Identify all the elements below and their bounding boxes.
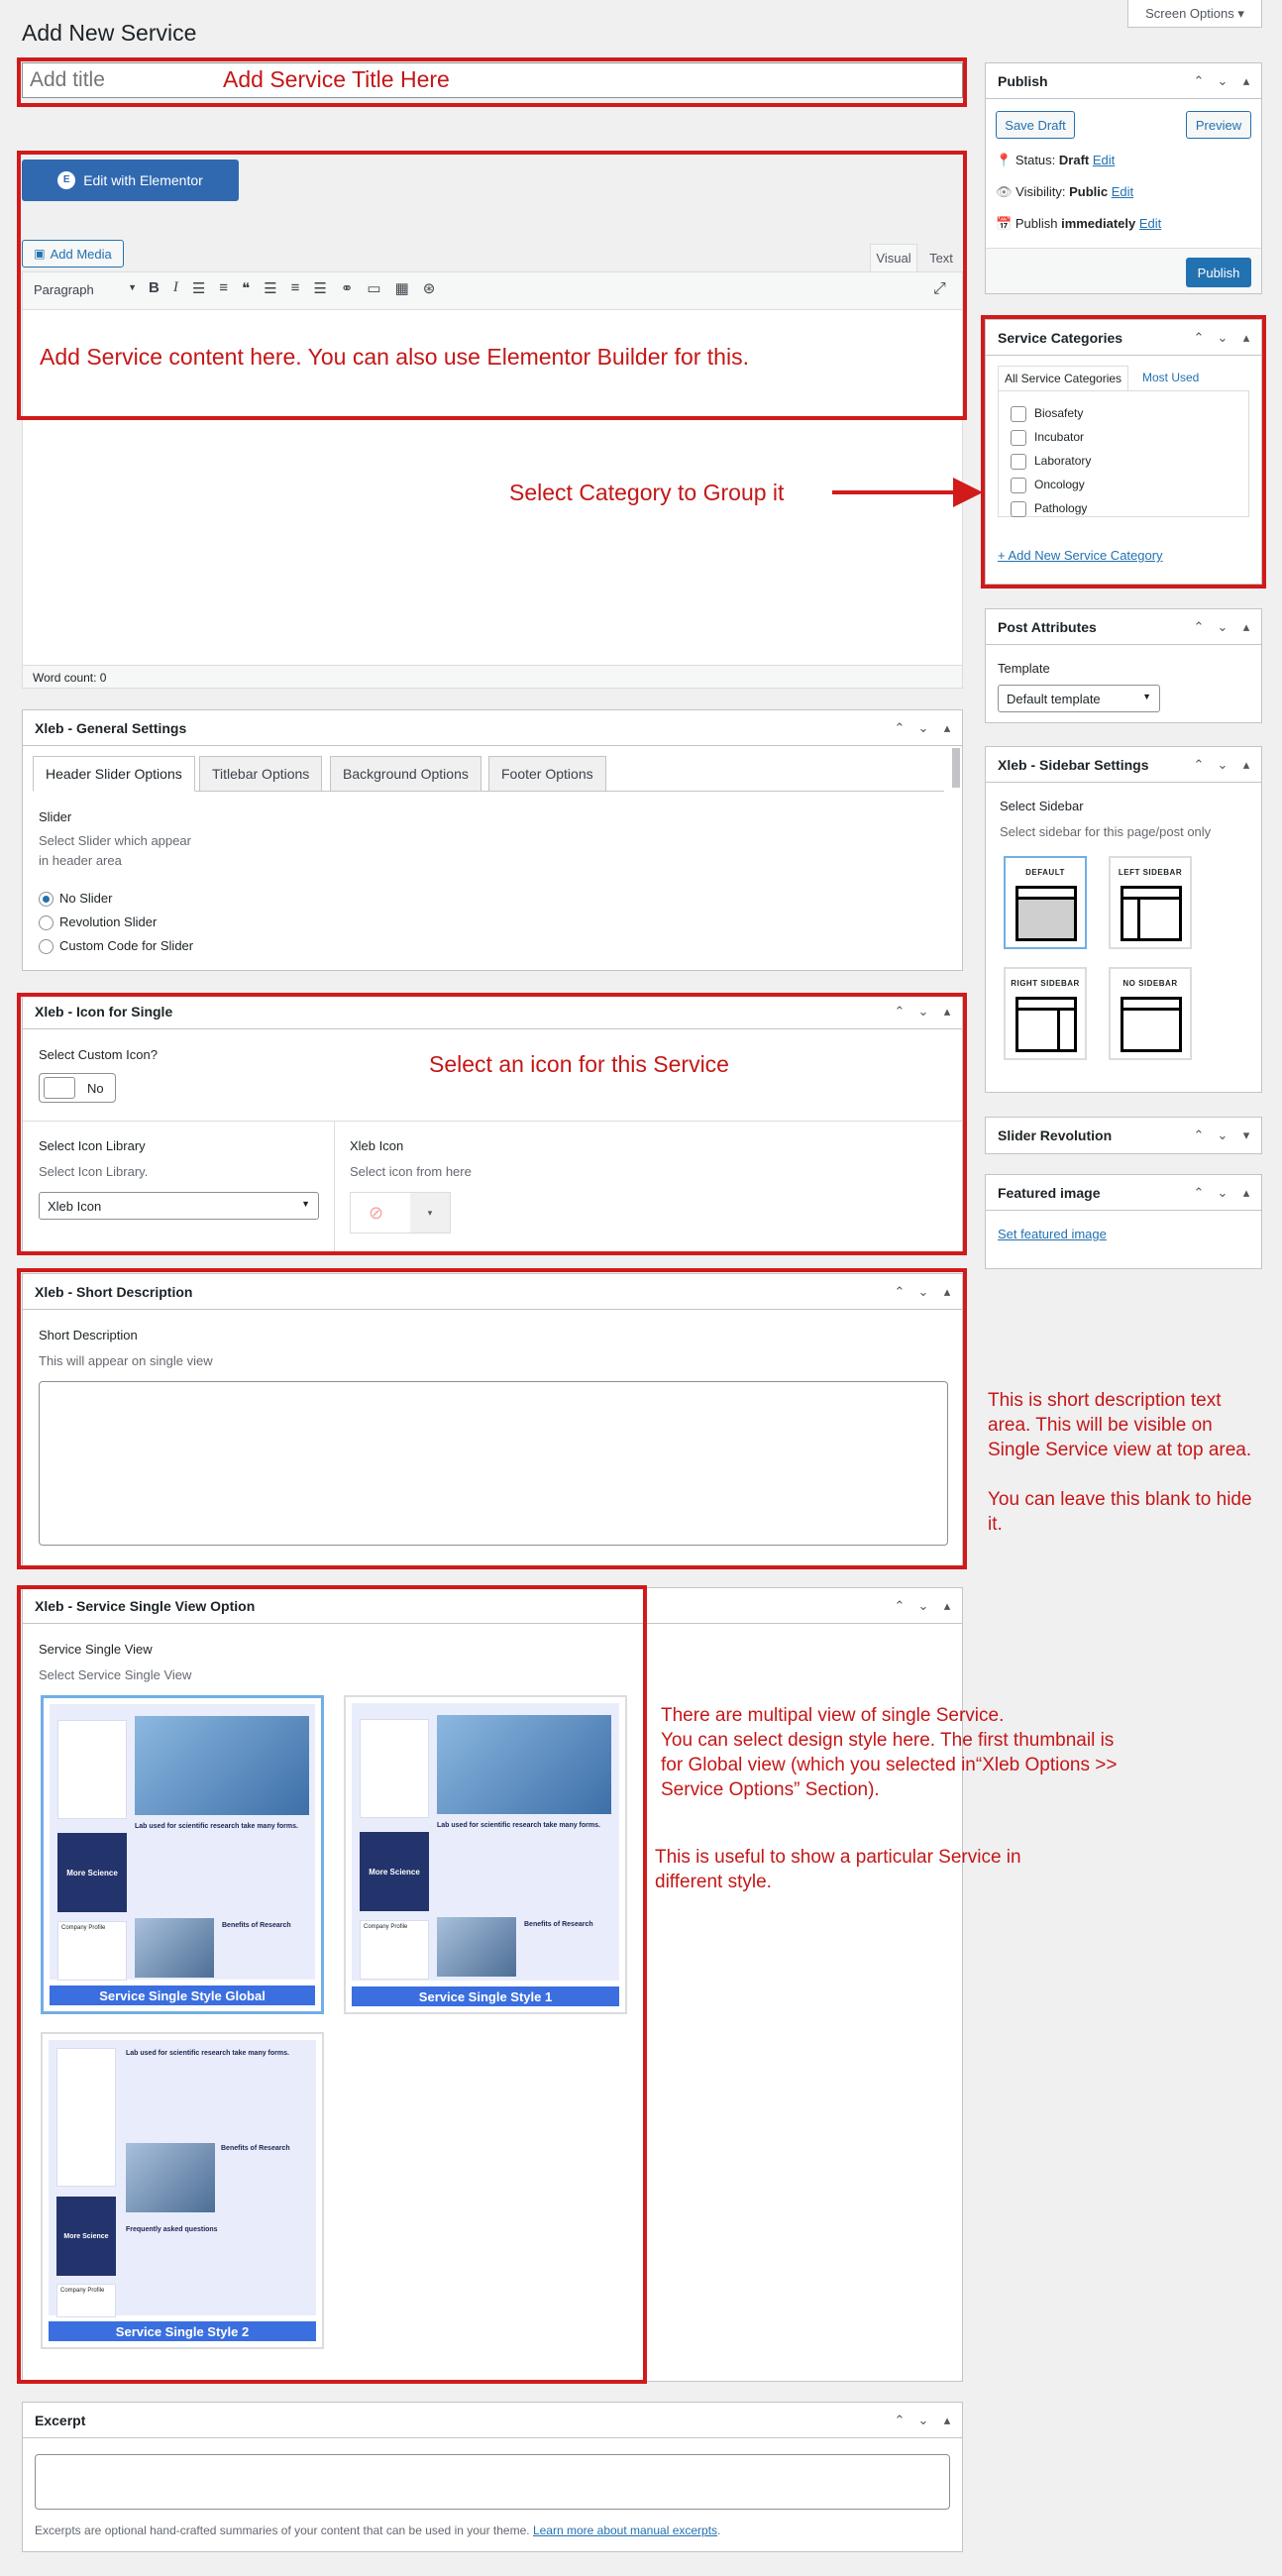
toggle-knob bbox=[44, 1077, 75, 1099]
post-attributes-panel bbox=[985, 608, 1262, 723]
visibility-row bbox=[996, 184, 1133, 200]
thumb-sidebar-panel bbox=[56, 2048, 116, 2187]
status-edit-link[interactable]: Edit bbox=[1092, 153, 1116, 167]
move-down-icon[interactable]: ⌄ bbox=[917, 2413, 929, 2427]
tab-header-slider[interactable]: Header Slider Options bbox=[33, 756, 195, 792]
slider-help: Select Slider which appear in header area bbox=[39, 833, 191, 868]
page-title: Add New Service bbox=[22, 20, 197, 46]
publish-edit-link[interactable]: Edit bbox=[1138, 216, 1162, 231]
toggle-icon[interactable]: ▴ bbox=[1242, 73, 1250, 88]
thumb-benefits: Benefits of Research bbox=[524, 1921, 593, 1928]
featured-image-panel bbox=[985, 1174, 1262, 1269]
radio-no-slider[interactable] bbox=[39, 887, 193, 911]
thumb-benefits: Benefits of Research bbox=[221, 2145, 290, 2152]
add-new-category-link[interactable]: + Add New Service Category bbox=[998, 548, 1163, 563]
radio-custom-code[interactable] bbox=[39, 934, 193, 958]
status-label: Status: bbox=[1015, 153, 1056, 167]
icon-picker[interactable] bbox=[350, 1192, 451, 1234]
thumb-hero-image bbox=[437, 1715, 611, 1814]
excerpt-header[interactable] bbox=[23, 2403, 962, 2438]
sidebar-label: Select Sidebar bbox=[1000, 799, 1084, 813]
thumb-style-2[interactable] bbox=[41, 2032, 324, 2349]
thumb-profile-label: Company Profile bbox=[60, 2288, 105, 2294]
custom-icon-toggle[interactable] bbox=[39, 1073, 116, 1103]
category-label: Laboratory bbox=[1034, 454, 1092, 468]
panel-controls bbox=[1192, 1175, 1253, 1211]
no-icon-icon: ⊘ bbox=[369, 1203, 384, 1223]
publish-button[interactable]: Publish bbox=[1186, 258, 1251, 287]
excerpt-panel bbox=[22, 2402, 963, 2552]
tab-most-used[interactable]: Most Used bbox=[1142, 371, 1200, 384]
publish-title: Publish bbox=[998, 72, 1048, 89]
move-up-icon[interactable]: ⌃ bbox=[894, 2413, 906, 2427]
category-label: Oncology bbox=[1034, 478, 1085, 491]
excerpt-period: . bbox=[717, 2523, 721, 2537]
media-icon: ▣ bbox=[34, 247, 46, 261]
move-down-icon[interactable]: ⌄ bbox=[917, 1284, 929, 1299]
sidebar-settings-panel bbox=[985, 746, 1262, 1093]
align-left-icon[interactable]: ☰ bbox=[264, 280, 277, 297]
panel-controls bbox=[1192, 1118, 1253, 1153]
move-up-icon[interactable]: ⌃ bbox=[1193, 757, 1205, 772]
icon-single-panel bbox=[22, 993, 963, 1252]
format-select[interactable] bbox=[34, 282, 137, 302]
excerpt-help: Excerpts are optional hand-crafted summaries of your content that can be used in your theme. bbox=[35, 2523, 530, 2537]
layout-left-icon bbox=[1121, 886, 1182, 941]
visibility-edit-link[interactable]: Edit bbox=[1111, 184, 1134, 199]
thumb-profile-label: Company Profile bbox=[364, 1924, 408, 1930]
fullscreen-icon[interactable]: ⤢ bbox=[933, 280, 946, 297]
thumb-faq: Frequently asked questions bbox=[126, 2226, 218, 2233]
radio-revolution-slider[interactable] bbox=[39, 911, 193, 934]
panel-controls bbox=[1192, 63, 1253, 99]
thumb-caption: Service Single Style Global bbox=[50, 1986, 315, 2005]
status-row bbox=[996, 153, 1115, 168]
word-count: Word count: 0 bbox=[33, 671, 107, 685]
thumb-global[interactable] bbox=[41, 1695, 324, 2014]
more-tag-icon[interactable]: ▭ bbox=[367, 280, 381, 297]
category-label: Pathology bbox=[1034, 501, 1088, 515]
category-label: Incubator bbox=[1034, 430, 1085, 444]
set-featured-image-link[interactable]: Set featured image bbox=[998, 1227, 1107, 1241]
template-value: Default template bbox=[1007, 692, 1101, 706]
toggle-icon[interactable]: ▴ bbox=[943, 720, 951, 735]
sidebar-settings-title: Xleb - Sidebar Settings bbox=[998, 756, 1149, 773]
short-description-help: This will appear on single view bbox=[39, 1353, 213, 1368]
numbered-list-icon[interactable]: ≡ bbox=[219, 279, 229, 296]
blockquote-icon[interactable]: ❝ bbox=[242, 280, 251, 297]
sidebar-right-option[interactable] bbox=[1004, 967, 1087, 1060]
radio-label: Revolution Slider bbox=[59, 914, 158, 929]
category-pathology[interactable] bbox=[1011, 496, 1236, 520]
template-label: Template bbox=[998, 661, 1050, 676]
category-incubator[interactable] bbox=[1011, 425, 1236, 449]
move-up-icon[interactable]: ⌃ bbox=[1193, 73, 1205, 88]
excerpt-title: Excerpt bbox=[35, 2412, 86, 2428]
radio-icon bbox=[39, 915, 53, 930]
thumb-sidebar-panel bbox=[57, 1720, 127, 1819]
panel-controls bbox=[1192, 320, 1253, 356]
title-annotation: Add Service Title Here bbox=[223, 66, 450, 92]
thumb-profile-card bbox=[57, 1921, 127, 1981]
radio-icon bbox=[39, 892, 53, 907]
excerpt-learn-more-link[interactable]: Learn more about manual excerpts bbox=[532, 2523, 718, 2537]
featured-image-title: Featured image bbox=[998, 1184, 1101, 1201]
single-view-title: Xleb - Service Single View Option bbox=[35, 1597, 256, 1614]
sidebar-none-option[interactable] bbox=[1109, 967, 1192, 1060]
excerpt-textarea[interactable] bbox=[35, 2454, 950, 2510]
custom-icon-label: Select Custom Icon? bbox=[39, 1047, 158, 1062]
thumb-heading: Lab used for scientific research take many forms. bbox=[126, 2050, 289, 2057]
icon-library-select[interactable] bbox=[39, 1192, 319, 1220]
icon-single-header[interactable] bbox=[23, 994, 962, 1029]
arrow-icon bbox=[832, 490, 961, 494]
thumb-heading: Lab used for scientific research take many forms. bbox=[135, 1823, 298, 1830]
layout-none-icon bbox=[1121, 997, 1182, 1052]
checkbox bbox=[1011, 430, 1026, 446]
thumb-image-2 bbox=[126, 2143, 215, 2212]
single-view-annotation-2: This is useful to show a particular Service in different style. bbox=[655, 1847, 1021, 1892]
single-view-label: Service Single View bbox=[39, 1642, 153, 1657]
tab-footer[interactable]: Footer Options bbox=[488, 756, 606, 792]
single-view-annotation-1: There are multipal view of single Service. You can select design style here. The first thumbnail is for Global view (which you selected in“Xleb Options >> Service Options” Section). bbox=[661, 1705, 1118, 1800]
align-right-icon[interactable]: ☰ bbox=[313, 280, 327, 297]
move-down-icon[interactable]: ⌄ bbox=[1217, 73, 1229, 88]
category-laboratory[interactable] bbox=[1011, 449, 1236, 473]
add-media-button[interactable] bbox=[22, 240, 124, 268]
pin-icon: 📍 bbox=[996, 153, 1013, 167]
toggle-icon[interactable]: ▴ bbox=[1242, 619, 1250, 634]
layout-caption: DEFAULT bbox=[1025, 868, 1065, 877]
post-attributes-title: Post Attributes bbox=[998, 618, 1097, 635]
move-up-icon[interactable]: ⌃ bbox=[894, 1004, 906, 1019]
preview-button[interactable]: Preview bbox=[1186, 111, 1251, 139]
visibility-label: Visibility: bbox=[1015, 184, 1066, 199]
move-down-icon[interactable]: ⌄ bbox=[917, 1004, 929, 1019]
thumb-profile-card bbox=[360, 1920, 429, 1980]
layout-right-icon bbox=[1015, 997, 1077, 1052]
short-description-textarea[interactable] bbox=[39, 1381, 948, 1546]
category-biosafety[interactable] bbox=[1011, 401, 1236, 425]
move-up-icon[interactable]: ⌃ bbox=[894, 1598, 906, 1613]
thumb-sidebar-panel bbox=[360, 1719, 429, 1818]
toggle-icon[interactable]: ▴ bbox=[943, 1284, 951, 1299]
thumb-more-science-card bbox=[56, 2197, 116, 2276]
link-icon[interactable]: ⚭ bbox=[340, 280, 354, 297]
move-down-icon[interactable]: ⌄ bbox=[1217, 757, 1229, 772]
short-description-panel bbox=[22, 1273, 963, 1566]
general-settings-header[interactable] bbox=[23, 710, 962, 746]
icon-library-value: Xleb Icon bbox=[48, 1199, 102, 1214]
content-annotation: Add Service content here. You can also use Elementor Builder for this. bbox=[40, 344, 749, 370]
editor-wrap bbox=[22, 271, 963, 688]
general-settings-panel bbox=[22, 709, 963, 971]
move-up-icon[interactable]: ⌃ bbox=[894, 720, 906, 735]
thumb-caption: Service Single Style 2 bbox=[49, 2321, 316, 2341]
thumb-heading: Lab used for scientific research take many forms. bbox=[437, 1822, 600, 1829]
toggle-icon[interactable]: ▴ bbox=[1242, 330, 1250, 345]
excerpt-help-line bbox=[35, 2523, 720, 2537]
icon-label: Xleb Icon bbox=[350, 1138, 404, 1153]
chevron-down-icon: ▼ bbox=[1142, 692, 1151, 701]
publish-when: immediately bbox=[1061, 216, 1136, 231]
panel-controls bbox=[893, 2403, 954, 2438]
category-annotation: Select Category to Group it bbox=[509, 480, 785, 505]
toggle-icon[interactable]: ▴ bbox=[1242, 1185, 1250, 1200]
tab-titlebar[interactable]: Titlebar Options bbox=[199, 756, 322, 792]
toggle-icon[interactable]: ▴ bbox=[943, 1598, 951, 1613]
calendar-icon: 📅 bbox=[996, 216, 1013, 231]
panel-controls bbox=[893, 710, 954, 746]
tab-all-categories[interactable]: All Service Categories bbox=[998, 366, 1128, 391]
italic-icon[interactable]: I bbox=[172, 279, 178, 295]
bold-icon[interactable]: B bbox=[149, 279, 160, 296]
categories-title: Service Categories bbox=[998, 329, 1123, 346]
checkbox bbox=[1011, 478, 1026, 493]
toggle-icon[interactable]: ▴ bbox=[943, 1004, 951, 1019]
thumb-more-science-card bbox=[57, 1833, 127, 1912]
general-settings-title: Xleb - General Settings bbox=[35, 719, 187, 736]
word-count-bar bbox=[22, 665, 963, 689]
thumb-caption: Service Single Style 1 bbox=[352, 1986, 619, 2006]
checkbox bbox=[1011, 454, 1026, 470]
chevron-down-icon: ▼ bbox=[128, 282, 137, 292]
format-select-value: Paragraph bbox=[34, 282, 94, 297]
slider-revolution-title: Slider Revolution bbox=[998, 1127, 1113, 1143]
panel-controls bbox=[893, 994, 954, 1029]
move-up-icon[interactable]: ⌃ bbox=[1193, 619, 1205, 634]
toolbar-toggle-icon[interactable]: ▦ bbox=[394, 280, 409, 297]
move-up-icon[interactable]: ⌃ bbox=[1193, 330, 1205, 345]
category-list bbox=[998, 390, 1249, 517]
icon-library-help: Select Icon Library. bbox=[39, 1164, 149, 1179]
checkbox bbox=[1011, 501, 1026, 517]
single-view-help: Select Service Single View bbox=[39, 1667, 192, 1682]
short-description-annotation: This is short description text area. This will be visible on Single Service view at top area. You can leave this blank to hide it. bbox=[988, 1390, 1252, 1535]
sidebar-help: Select sidebar for this page/post only bbox=[1000, 824, 1212, 839]
layout-default-icon bbox=[1015, 886, 1077, 941]
eye-icon: 👁 bbox=[996, 184, 1013, 199]
template-select[interactable] bbox=[998, 685, 1160, 712]
thumb-benefits: Benefits of Research bbox=[222, 1922, 291, 1929]
publish-label: Publish bbox=[1015, 216, 1058, 231]
publish-panel bbox=[985, 62, 1262, 294]
schedule-row bbox=[996, 216, 1161, 232]
move-up-icon[interactable]: ⌃ bbox=[894, 1284, 906, 1299]
layout-caption: RIGHT SIDEBAR bbox=[1011, 979, 1080, 988]
toggle-icon[interactable]: ▴ bbox=[1242, 757, 1250, 772]
screen-options-button[interactable]: Screen Options ▾ bbox=[1127, 0, 1262, 28]
category-label: Biosafety bbox=[1034, 406, 1084, 420]
elementor-button[interactable] bbox=[22, 160, 239, 201]
chevron-down-icon: ▼ bbox=[301, 1199, 310, 1209]
tab-background[interactable]: Background Options bbox=[330, 756, 481, 792]
wordpress-icon[interactable]: ⊛ bbox=[422, 280, 436, 297]
short-description-title: Xleb - Short Description bbox=[35, 1283, 193, 1300]
icon-help: Select icon from here bbox=[350, 1164, 472, 1179]
thumb-image-2 bbox=[437, 1917, 516, 1977]
bullet-list-icon[interactable]: ☰ bbox=[191, 280, 206, 297]
move-up-icon[interactable]: ⌃ bbox=[1193, 1185, 1205, 1200]
slider-options bbox=[39, 887, 193, 958]
move-down-icon[interactable]: ⌄ bbox=[1217, 619, 1229, 634]
elementor-icon: E bbox=[57, 171, 75, 189]
panel-controls bbox=[1192, 747, 1253, 783]
radio-label: No Slider bbox=[59, 891, 113, 906]
save-draft-button[interactable]: Save Draft bbox=[996, 111, 1075, 139]
sidebar-left-option[interactable] bbox=[1109, 856, 1192, 949]
toggle-icon[interactable]: ▾ bbox=[1242, 1127, 1250, 1142]
scroll-bar[interactable] bbox=[952, 748, 960, 788]
editor-toolbar-icons bbox=[149, 279, 435, 297]
chevron-down-icon[interactable]: ▾ bbox=[410, 1193, 450, 1233]
short-description-header[interactable] bbox=[23, 1274, 962, 1310]
slider-revolution-panel bbox=[985, 1117, 1262, 1154]
category-oncology[interactable] bbox=[1011, 473, 1236, 496]
panel-controls bbox=[893, 1588, 954, 1624]
icon-library-label: Select Icon Library bbox=[39, 1138, 146, 1153]
thumb-more-label: More Science bbox=[369, 1867, 420, 1877]
radio-icon bbox=[39, 939, 53, 954]
short-description-label: Short Description bbox=[39, 1328, 138, 1342]
move-down-icon[interactable]: ⌄ bbox=[1217, 330, 1229, 345]
thumb-profile-label: Company Profile bbox=[61, 1925, 106, 1931]
panel-controls bbox=[893, 1274, 954, 1310]
toggle-icon[interactable]: ▴ bbox=[943, 2413, 951, 2427]
visibility-value: Public bbox=[1069, 184, 1109, 199]
tab-text[interactable]: Text bbox=[929, 250, 953, 266]
tab-visual[interactable]: Visual bbox=[870, 244, 917, 271]
move-down-icon[interactable]: ⌄ bbox=[917, 1598, 929, 1613]
thumb-profile-card bbox=[56, 2284, 116, 2317]
toggle-label: No bbox=[87, 1081, 104, 1096]
icon-annotation: Select an icon for this Service bbox=[429, 1051, 729, 1077]
layout-caption: NO SIDEBAR bbox=[1122, 979, 1178, 988]
icon-single-title: Xleb - Icon for Single bbox=[35, 1003, 173, 1020]
panel-controls bbox=[1192, 609, 1253, 645]
divider-vertical bbox=[334, 1121, 335, 1251]
align-center-icon[interactable]: ≡ bbox=[290, 279, 300, 296]
divider bbox=[23, 1121, 962, 1122]
thumb-style-1[interactable] bbox=[344, 1695, 627, 2014]
single-view-header[interactable] bbox=[23, 1588, 962, 1624]
status-value: Draft bbox=[1058, 153, 1090, 167]
thumb-more-label: More Science bbox=[66, 1868, 118, 1878]
arrowhead-icon bbox=[953, 478, 983, 507]
move-down-icon[interactable]: ⌄ bbox=[917, 720, 929, 735]
layout-caption: LEFT SIDEBAR bbox=[1118, 868, 1183, 877]
categories-panel bbox=[985, 319, 1262, 585]
thumb-more-label: More Science bbox=[63, 2232, 109, 2240]
checkbox bbox=[1011, 406, 1026, 422]
move-down-icon[interactable]: ⌄ bbox=[1217, 1127, 1229, 1142]
move-down-icon[interactable]: ⌄ bbox=[1217, 1185, 1229, 1200]
thumb-more-science-card bbox=[360, 1832, 429, 1911]
thumb-hero-image bbox=[135, 1716, 309, 1815]
add-media-label: Add Media bbox=[50, 246, 112, 262]
radio-label: Custom Code for Slider bbox=[59, 938, 194, 953]
elementor-label: Edit with Elementor bbox=[83, 172, 203, 188]
sidebar-default-option[interactable] bbox=[1004, 856, 1087, 949]
slider-label: Slider bbox=[39, 809, 72, 824]
move-up-icon[interactable]: ⌃ bbox=[1193, 1127, 1205, 1142]
thumb-image-2 bbox=[135, 1918, 214, 1978]
